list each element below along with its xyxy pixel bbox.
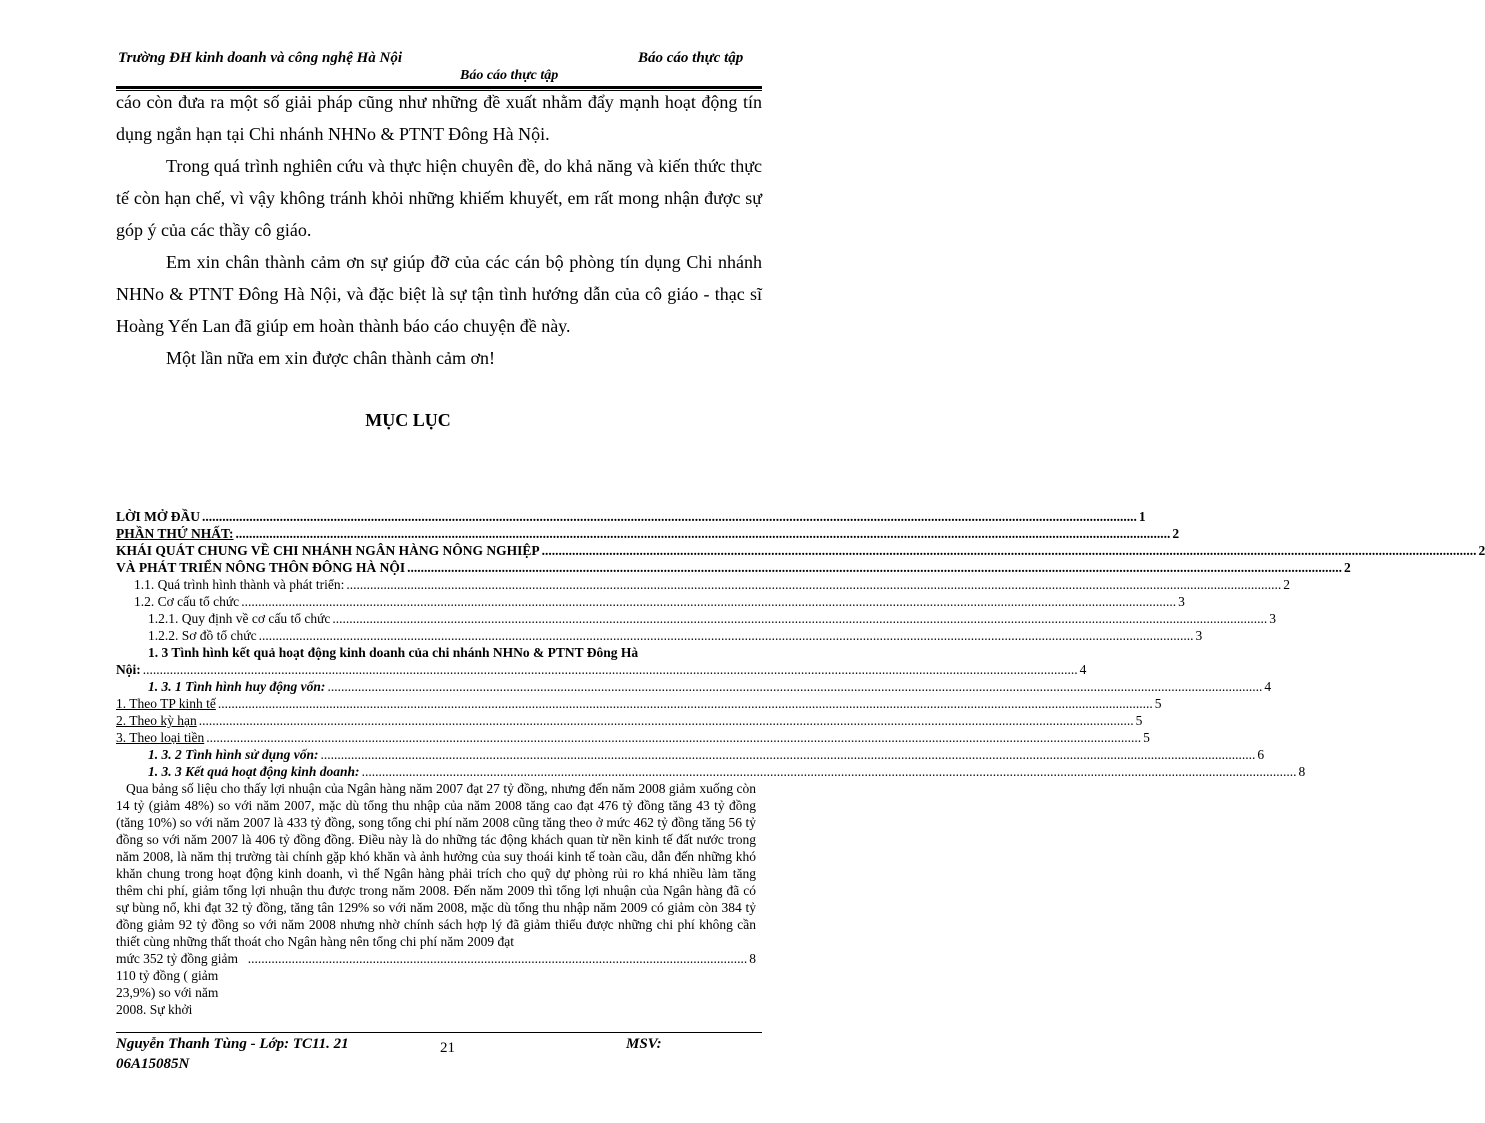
toc-entry[interactable]: Qua bảng số liệu cho thấy lợi nhuận của Ngân hàng năm 2007 đạt 27 tỷ đồng, nhưng đến năm 2008 giảm xuống còn 14 tỷ (giảm 48%) so với năm 2007, mặc dù tổng thu nhập của năm 2008 tăng cao đạt 476 tỷ đồng tăng 43 tỷ đồng (tăng 10%) so với năm 2007 là 433 tỷ đồng, song tổng chi phí năm 2008 cũng tăng theo ở mức 462 tỷ đồng tăng 56 tỷ đồng so với năm 2007 là 406 tỷ đồng đồng. Điều này là do những tác động khách quan từ nền kinh tế đất nước trong năm 2008, là năm thị trường tài chính gặp khó khăn và ảnh hưởng của suy thoái kinh tế toàn cầu, dẫn đến những khó khăn chung trong hoạt động kinh doanh, vì thế Ngân hàng phải trích cho quỹ dự phòng rủi ro khá nhiều làm tăng thêm chi phí, giảm tổng lợi nhuận thu được trong năm 2008. Đến năm 2009 thì tổng lợi nhuận của Ngân hàng đã có sự bùng nổ, khi đạt 32 tỷ đồng, tăng tân 129% so với năm 2008, mặc dù tổng thu nhập năm 2009 có giảm còn 384 tỷ đồng giảm 92 tỷ đồng so với năm 2008 nhưng nhờ chính sách hợp lý đã giảm thiểu được những chi phí không cần thiết cùng những thất thoát cho Ngân hàng nên tổng chi phí năm 2009 đạt mức 352 tỷ đồng giảm 110 tỷ đồng ( giảm 23,9%) so với năm 2008. Sự khởi .................................................................................................................................................... 8	[116, 781, 756, 1017]
toc-entry-text: 1.2.2. Sơ đồ tổ chức	[148, 628, 257, 643]
toc-entry[interactable]	[116, 610, 1277, 627]
toc-entry[interactable]	[116, 729, 1150, 746]
toc-entry-text-tail: mức 352 tỷ đồng giảm 110 tỷ đồng ( giảm 23,9%) so với năm 2008. Sự khởi	[116, 951, 239, 1017]
toc-entry-page: 6	[1257, 747, 1265, 762]
toc-entry-text: KHÁI QUÁT CHUNG VỀ CHI NHÁNH NGÂN HÀNG NÔNG NGHIỆP	[116, 543, 540, 558]
toc-entry[interactable]	[116, 627, 1203, 644]
footer-student-id: 06A15085N	[116, 1056, 190, 1072]
body-paragraph-3: Em xin chân thành cảm ơn sự giúp đỡ của các cán bộ phòng tín dụng Chi nhánh NHNo & PTNT Đông Hà Nội, và đặc biệt là sự tận tình hướng dẫn của cô giáo - thạc sĩ Hoàng Yến Lan đã giúp em hoàn thành báo cáo chuyện đề này.	[116, 252, 762, 336]
footer-msv-label: MSV:	[626, 1036, 662, 1052]
body-paragraph-4: Một lần nữa em xin được chân thành cảm ơn!	[166, 348, 495, 368]
toc-entry-text: VÀ PHÁT TRIỂN NÔNG THÔN ĐÔNG HÀ NỘI	[116, 560, 406, 575]
body-paragraph-1: cáo còn đưa ra một số giải pháp cũng như những đề xuất nhằm đẩy mạnh hoạt động tín dụng ngắn hạn tại Chi nhánh NHNo & PTNT Đông Hà Nội.	[116, 92, 762, 144]
toc-entry[interactable]	[116, 593, 1185, 610]
toc-entry[interactable]	[116, 542, 1485, 559]
toc-entry-page: 3	[1269, 611, 1277, 626]
toc-entry-text: PHẦN THỨ NHẤT:	[116, 526, 234, 541]
toc-entry[interactable]	[116, 712, 1143, 729]
toc-entry-page: 2	[1283, 577, 1290, 592]
toc-entry-text: Qua bảng số liệu cho thấy lợi nhuận của Ngân hàng năm 2007 đạt 27 tỷ đồng, nhưng đến năm 2008 giảm xuống còn 14 tỷ (giảm 48%) so với năm 2007, mặc dù tổng thu nhập của năm 2008 tăng cao đạt 476 tỷ đồng tăng 43 tỷ đồng (tăng 10%) so với năm 2007 là 433 tỷ đồng, song tổng chi phí năm 2008 cũng tăng theo ở mức 462 tỷ đồng tăng 56 tỷ đồng so với năm 2007 là 406 tỷ đồng đồng. Điều này là do những tác động khách quan từ nền kinh tế đất nước trong năm 2008, là năm thị trường tài chính gặp khó khăn và ảnh hưởng của suy thoái kinh tế toàn cầu, dẫn đến những khó khăn chung trong hoạt động kinh doanh, vì thế Ngân hàng phải trích cho quỹ dự phòng rủi ro khá nhiều làm tăng thêm chi phí, giảm tổng lợi nhuận thu được trong năm 2008. Đến năm 2009 thì tổng lợi nhuận của Ngân hàng đã có sự bùng nổ, khi đạt 32 tỷ đồng, tăng tân 129% so với năm 2008, mặc dù tổng thu nhập năm 2009 có giảm còn 384 tỷ đồng giảm 92 tỷ đồng so với năm 2008 nhưng nhờ chính sách hợp lý đã giảm thiểu được những chi phí không cần thiết cùng những thất thoát cho Ngân hàng nên tổng chi phí năm 2009 đạt	[116, 781, 756, 949]
toc-entry-text: 1. 3. 1 Tình hình huy động vốn:	[148, 679, 326, 694]
toc-entry-page: 2	[1344, 560, 1351, 575]
toc-entry[interactable]	[116, 678, 1272, 695]
toc-entry-text-cont: Nội:	[116, 662, 141, 677]
toc-entry-page: 2	[1172, 526, 1180, 541]
toc-entry[interactable]	[116, 746, 1265, 763]
toc-entry[interactable]	[116, 763, 1306, 780]
toc-entry-page: 2	[1478, 543, 1485, 558]
toc-entry[interactable]	[116, 559, 1351, 576]
footer-rule	[116, 1032, 762, 1033]
toc-entry-page: 5	[1135, 713, 1143, 728]
header-school: Trường ĐH kinh doanh và công nghệ Hà Nội	[118, 50, 403, 66]
toc-entry-page: 5	[1143, 730, 1150, 745]
toc-entry-text: 1. 3 Tình hình kết quả hoạt động kinh doanh của chi nhánh NHNo & PTNT Đông Hà	[148, 645, 639, 660]
toc-entry[interactable]	[116, 525, 1180, 542]
table-of-contents	[116, 508, 1485, 1018]
header-report-right: Báo cáo thực tập	[638, 50, 744, 66]
toc-entry-text: 1. Theo TP kinh tế	[116, 696, 216, 711]
toc-entry-text: 3. Theo loại tiền	[116, 730, 205, 745]
toc-entry-text: LỜI MỞ ĐẦU	[116, 509, 200, 524]
toc-entry-page: 4	[1079, 662, 1087, 677]
toc-entry-page: 4	[1264, 679, 1272, 694]
toc-entry-text: 1.1. Quá trình hình thành và phát triển:	[134, 577, 345, 592]
toc-entry-text: 2. Theo kỳ hạn	[116, 713, 197, 728]
toc-entry-text: 1. 3. 2 Tình hình sử dụng vốn:	[148, 747, 319, 762]
toc-entry-text: 1. 3. 3 Kết quả hoạt động kinh doanh:	[148, 764, 360, 779]
toc-entry[interactable]	[116, 695, 1162, 712]
toc-entry[interactable]	[116, 644, 1087, 678]
toc-entry-page: 5	[1154, 696, 1162, 711]
toc-entry-page: 8	[1298, 764, 1306, 779]
toc-entry[interactable]	[116, 508, 1146, 525]
toc-entry[interactable]	[116, 576, 1290, 593]
footer-student-name: Nguyễn Thanh Tùng - Lớp: TC11. 21	[116, 1036, 349, 1052]
toc-entry-page: 1	[1138, 509, 1146, 524]
body-paragraph-2: Trong quá trình nghiên cứu và thực hiện chuyên đề, do khả năng và kiến thức thực tế còn hạn chế, vì vậy không tránh khỏi những khiếm khuyết, em rất mong nhận được sự góp ý của các thầy cô giáo.	[116, 156, 762, 240]
toc-title: MỤC LỤC	[365, 410, 451, 430]
toc-entry-page: 3	[1195, 628, 1203, 643]
header-report-center: Báo cáo thực tập	[460, 68, 559, 83]
toc-entry-text: 1.2.1. Quy định về cơ cấu tổ chức	[148, 611, 331, 626]
toc-entry-text: 1.2. Cơ cấu tổ chức	[134, 594, 240, 609]
toc-entry-page: 3	[1178, 594, 1185, 609]
toc-entry-page: 8	[749, 951, 756, 966]
page-number: 21	[440, 1040, 455, 1056]
